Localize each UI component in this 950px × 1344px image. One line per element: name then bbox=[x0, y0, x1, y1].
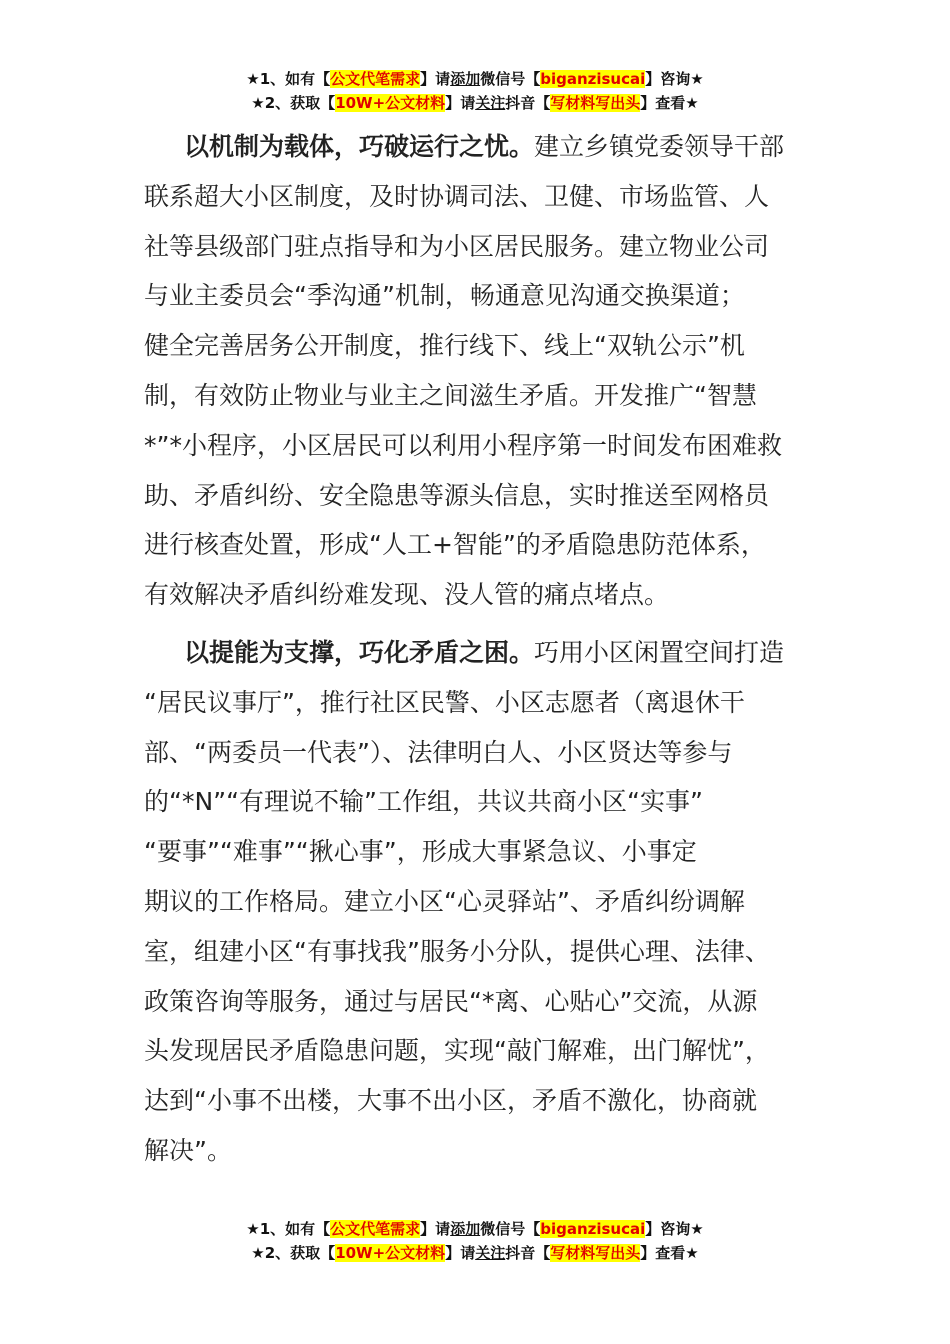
highlight-materials-label: 10W+公文材料 bbox=[335, 1244, 446, 1262]
promo-text: 】咨询★ bbox=[645, 70, 704, 88]
paragraph-line: 部、“两委员一代表”）、法律明白人、小区贤达等参与 bbox=[144, 737, 733, 767]
promo-text: 抖音【 bbox=[505, 1244, 551, 1262]
paragraph-line: *”*小程序，小区居民可以利用小程序第一时间发布困难救 bbox=[144, 430, 782, 460]
paragraph-lead-heading: 以机制为载体，巧破运行之忧。 bbox=[184, 132, 535, 161]
paragraph-capacity bbox=[144, 628, 804, 1176]
paragraph-line: “要事”“难事”“揪心事”，形成大事紧急议、小事定 bbox=[144, 837, 697, 867]
header-promo-banner bbox=[0, 67, 950, 115]
paragraph-line: 制，有效防止物业与业主之间滋生矛盾。开发推广“智慧 bbox=[144, 380, 757, 410]
paragraph-line: 健全完善居务公开制度，推行线下、线上“双轨公示”机 bbox=[144, 331, 745, 361]
paragraph-line: 进行核查处置，形成“人工+智能”的矛盾隐患防范体系， bbox=[144, 530, 766, 560]
footer-promo-banner bbox=[0, 1217, 950, 1265]
paragraph-line: “居民议事厅”，推行社区民警、小区志愿者（离退休干 bbox=[144, 687, 745, 717]
promo-text: ★2、获取【 bbox=[251, 94, 336, 112]
paragraph-text: 建立乡镇党委领导干部 bbox=[534, 132, 785, 161]
promo-text: 微信号【 bbox=[480, 70, 541, 88]
promo-text: 】查看★ bbox=[640, 94, 699, 112]
promo-text: 微信号【 bbox=[480, 1220, 541, 1238]
paragraph-line: 与业主委员会“季沟通”机制，畅通意见沟通交换渠道； bbox=[144, 281, 745, 311]
paragraph-line: 联系超大小区制度，及时协调司法、卫健、市场监管、人 bbox=[144, 181, 770, 211]
paragraph-line: 有效解决矛盾纠纷难发现、没人管的痛点堵点。 bbox=[144, 580, 670, 610]
paragraph-line: 的“*N”“有理说不输”工作组，共议共商小区“实事” bbox=[144, 787, 703, 817]
highlight-service-label: 公文代笔需求 bbox=[330, 1220, 421, 1238]
highlight-douyin-account: 写材料写出头 bbox=[550, 94, 641, 112]
paragraph-line: 期议的工作格局。建立小区“心灵驿站”、矛盾纠纷调解 bbox=[144, 886, 745, 916]
paragraph-line: 社等县级部门驻点指导和为小区居民服务。建立物业公司 bbox=[144, 231, 770, 261]
promo-text: 】请 bbox=[445, 1244, 476, 1262]
promo-text: 】咨询★ bbox=[645, 1220, 704, 1238]
promo-line-1 bbox=[0, 67, 950, 91]
paragraph-lead-heading: 以提能为支撑，巧化矛盾之困。 bbox=[184, 637, 535, 667]
paragraph-text: 巧用小区闲置空间打造 bbox=[534, 637, 785, 667]
promo-line-2 bbox=[0, 91, 950, 115]
highlight-douyin-account: 写材料写出头 bbox=[550, 1244, 641, 1262]
promo-line-1 bbox=[0, 1217, 950, 1241]
promo-text: ★1、如有【 bbox=[246, 70, 331, 88]
highlight-wechat-id: biganzisucai bbox=[540, 70, 646, 88]
promo-underlined-text: 添加 bbox=[450, 1220, 481, 1238]
paragraph-first-line bbox=[144, 122, 804, 172]
promo-text: ★2、获取【 bbox=[251, 1244, 336, 1262]
promo-text: 】查看★ bbox=[640, 1244, 699, 1262]
paragraph-mechanism bbox=[144, 122, 804, 620]
promo-line-2 bbox=[0, 1241, 950, 1265]
paragraph-first-line bbox=[144, 628, 804, 678]
highlight-service-label: 公文代笔需求 bbox=[330, 70, 421, 88]
promo-underlined-text: 关注 bbox=[475, 1244, 506, 1262]
highlight-wechat-id: biganzisucai bbox=[540, 1220, 646, 1238]
promo-text: 】请 bbox=[420, 1220, 451, 1238]
promo-underlined-text: 关注 bbox=[475, 94, 506, 112]
promo-underlined-text: 添加 bbox=[450, 70, 481, 88]
paragraph-line: 政策咨询等服务，通过与居民“*离、心贴心”交流，从源 bbox=[144, 986, 758, 1016]
highlight-materials-label: 10W+公文材料 bbox=[335, 94, 446, 112]
document-body bbox=[144, 122, 804, 1176]
promo-text: 抖音【 bbox=[505, 94, 551, 112]
paragraph-line: 解决”。 bbox=[144, 1135, 232, 1165]
paragraph-line: 室，组建小区“有事找我”服务小分队，提供心理、法律、 bbox=[144, 936, 770, 966]
paragraph-line: 助、矛盾纠纷、安全隐患等源头信息，实时推送至网格员 bbox=[144, 480, 770, 510]
paragraph-line: 达到“小事不出楼，大事不出小区，矛盾不激化，协商就 bbox=[144, 1086, 757, 1116]
promo-text: 】请 bbox=[445, 94, 476, 112]
promo-text: 】请 bbox=[420, 70, 451, 88]
paragraph-line: 头发现居民矛盾隐患问题，实现“敲门解难，出门解忧”， bbox=[144, 1036, 770, 1066]
promo-text: ★1、如有【 bbox=[246, 1220, 331, 1238]
